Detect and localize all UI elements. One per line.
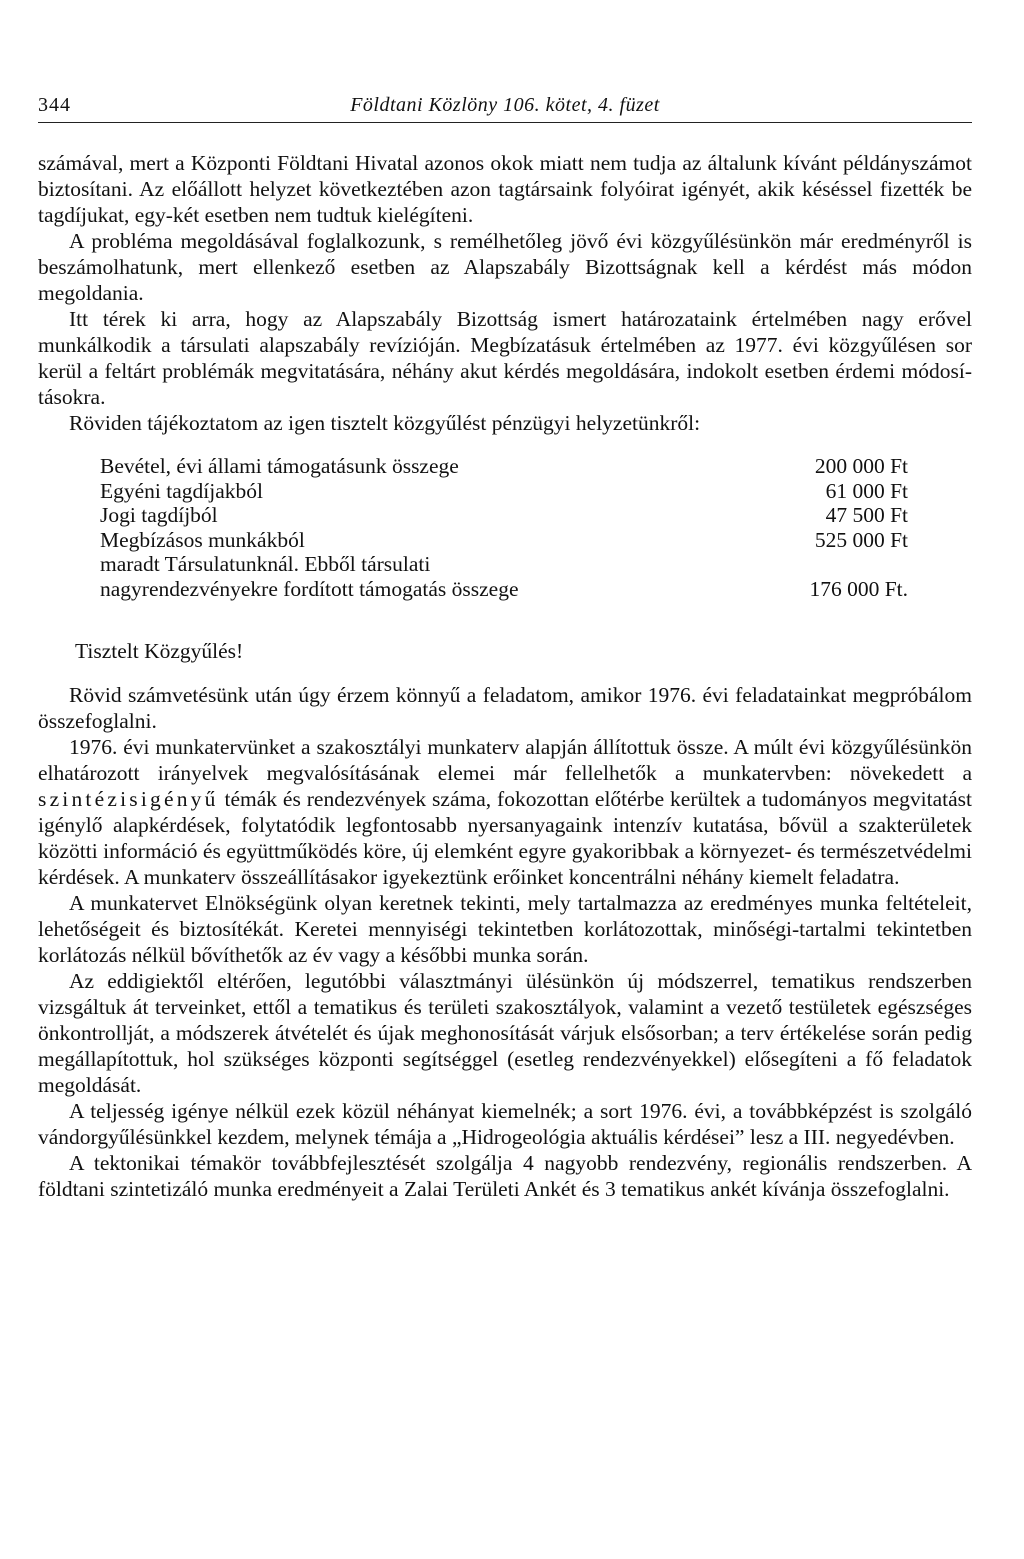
finance-row — [100, 502, 908, 527]
paragraph: A tektonikai témakör továbbfejlesztését szolgálja 4 nagyobb rendezvény, regionális rendszerben. A földtani szintetizáló munka eredményeit a Zalai Területi Ankét és 3 tematikus ankét kívánja összefoglalni. — [38, 1151, 972, 1201]
finance-amount: 200 000 Ft — [814, 454, 908, 478]
finance-table — [100, 453, 908, 600]
page-number: 344 — [38, 94, 71, 116]
paragraph: számával, mert a Központi Földtani Hivatal azonos okok miatt nem tudja az általunk kívánt példányszámot biztosítani. Az előállott helyzet következtében azon tagtársaink folyóirat igényét, akik késéssel fizették be tagdíjukat, egy-két esetben nem tudtuk kielégíteni. — [38, 151, 972, 227]
finance-label: maradt Társulatunknál. Ebből társulati — [100, 552, 431, 576]
finance-label: Egyéni tagdíjakból — [100, 478, 264, 503]
page-header — [38, 92, 972, 123]
finance-label: Megbízásos munkákból — [100, 527, 305, 552]
page-body — [38, 150, 972, 1202]
finance-row — [100, 453, 908, 478]
finance-row — [100, 576, 908, 601]
finance-amount: 525 000 Ft — [814, 527, 908, 552]
salutation: Tisztelt Közgyűlés! — [75, 639, 244, 663]
paragraph: A teljesség igénye nélkül ezek közül néhányat kiemelnék; a sort 1976. évi, a továbbképzést is szolgáló vándorgyűlésünkkel kezdem, melynek témája a „Hidrogeológia aktuális kérdései” lesz a III. negyedévben. — [38, 1099, 972, 1149]
finance-label: Bevétel, évi állami támogatásunk összege — [100, 454, 459, 478]
paragraph: Itt térek ki arra, hogy az Alapszabály Bizottság ismert határozataink értelmében nagy erővel munkálkodik a társulati alapszabály revízióján. Megbízatásuk értelmében az 1977. évi közgyűlésen sor kerül a feltárt problémák megvitatására, néhány akut kérdés megoldására, indokolt esetben érdemi módosításokra. — [38, 307, 972, 409]
paragraph: Az eddigiektől eltérően, legutóbbi választmányi ülésünkön új módszerrel, tematikus rendszerben vizsgáltuk át terveinket, ettől a tematikus és területi szakosztályok, valamint a vezető testületek egészséges önkontrollját, a módszerek átvételét és újak meghonosítását várjuk elsősorban; a terv értékelése során pedig megállapítottuk, hol szükséges központi segítséggel (esetleg rendezvényekkel) elősegíteni a fő feladatok megoldását. — [38, 969, 972, 1097]
paragraph: A probléma megoldásával foglalkozunk, s remélhetőleg jövő évi közgyűlésünkön már eredményről is beszámolhatunk, mert ellenkező esetben az Alapszabály Bizottságnak kell a kérdést más módon megoldania. — [38, 229, 972, 305]
paragraph: Röviden tájékoztatom az igen tisztelt közgyűlést pénzügyi helyzetünkről: — [69, 411, 701, 435]
finance-amount: 61 000 Ft — [825, 478, 908, 503]
finance-row — [100, 551, 908, 576]
finance-row — [100, 478, 908, 503]
finance-amount: 176 000 Ft. — [809, 576, 908, 601]
paragraph: A munkatervet Elnökségünk olyan keretnek tekinti, mely tartalmazza az eredményes munka feltételeit, lehetőségeit és biztosítékát. Keretei mennyiségi tekintetben korlátozottak, minőségi-tartalmi tekintetben korlátozás nélkül bővíthetők az év vagy a későbbi munka során. — [38, 891, 972, 967]
paragraph-text: 1976. évi munkatervünket a szakosztályi munkaterv alapján állítottuk össze. A múlt évi közgyűlésünkön elhatározott irányelvek megvalósításának elemei már fellelhetők a munkatervben: növekedett a — [38, 735, 972, 785]
document-page — [38, 0, 972, 1559]
running-title: Földtani Közlöny 106. kötet, 4. füzet — [350, 94, 660, 116]
paragraph — [38, 734, 972, 890]
paragraph-text: témák és rendezvények száma, fokozottan előtérbe kerültek a tudományos megvitatást igénylő alapkérdések, folytatódik legfontosabb nyersanyagaink intenzív kutatása, bővül a szakterületek közötti információ és együttműködés köre, új elemként egyre gyakoribbak a környezet- és természetvédelmi kérdések. A munkaterv összeállításakor igyekeztünk erőinket koncentrálni néhány kiemelt feladatra. — [38, 787, 972, 889]
finance-amount: 47 500 Ft — [825, 503, 908, 527]
finance-label: Jogi tagdíjból — [100, 503, 218, 527]
finance-row — [100, 527, 908, 552]
emphasized-term: szintézisigényű — [38, 787, 219, 811]
finance-label: nagyrendezvényekre fordított támogatás összege — [100, 576, 519, 601]
paragraph: Rövid számvetésünk után úgy érzem könnyű a feladatom, amikor 1976. évi feladatainkat megpróbálom összefoglalni. — [38, 683, 972, 733]
spacer — [38, 664, 972, 682]
